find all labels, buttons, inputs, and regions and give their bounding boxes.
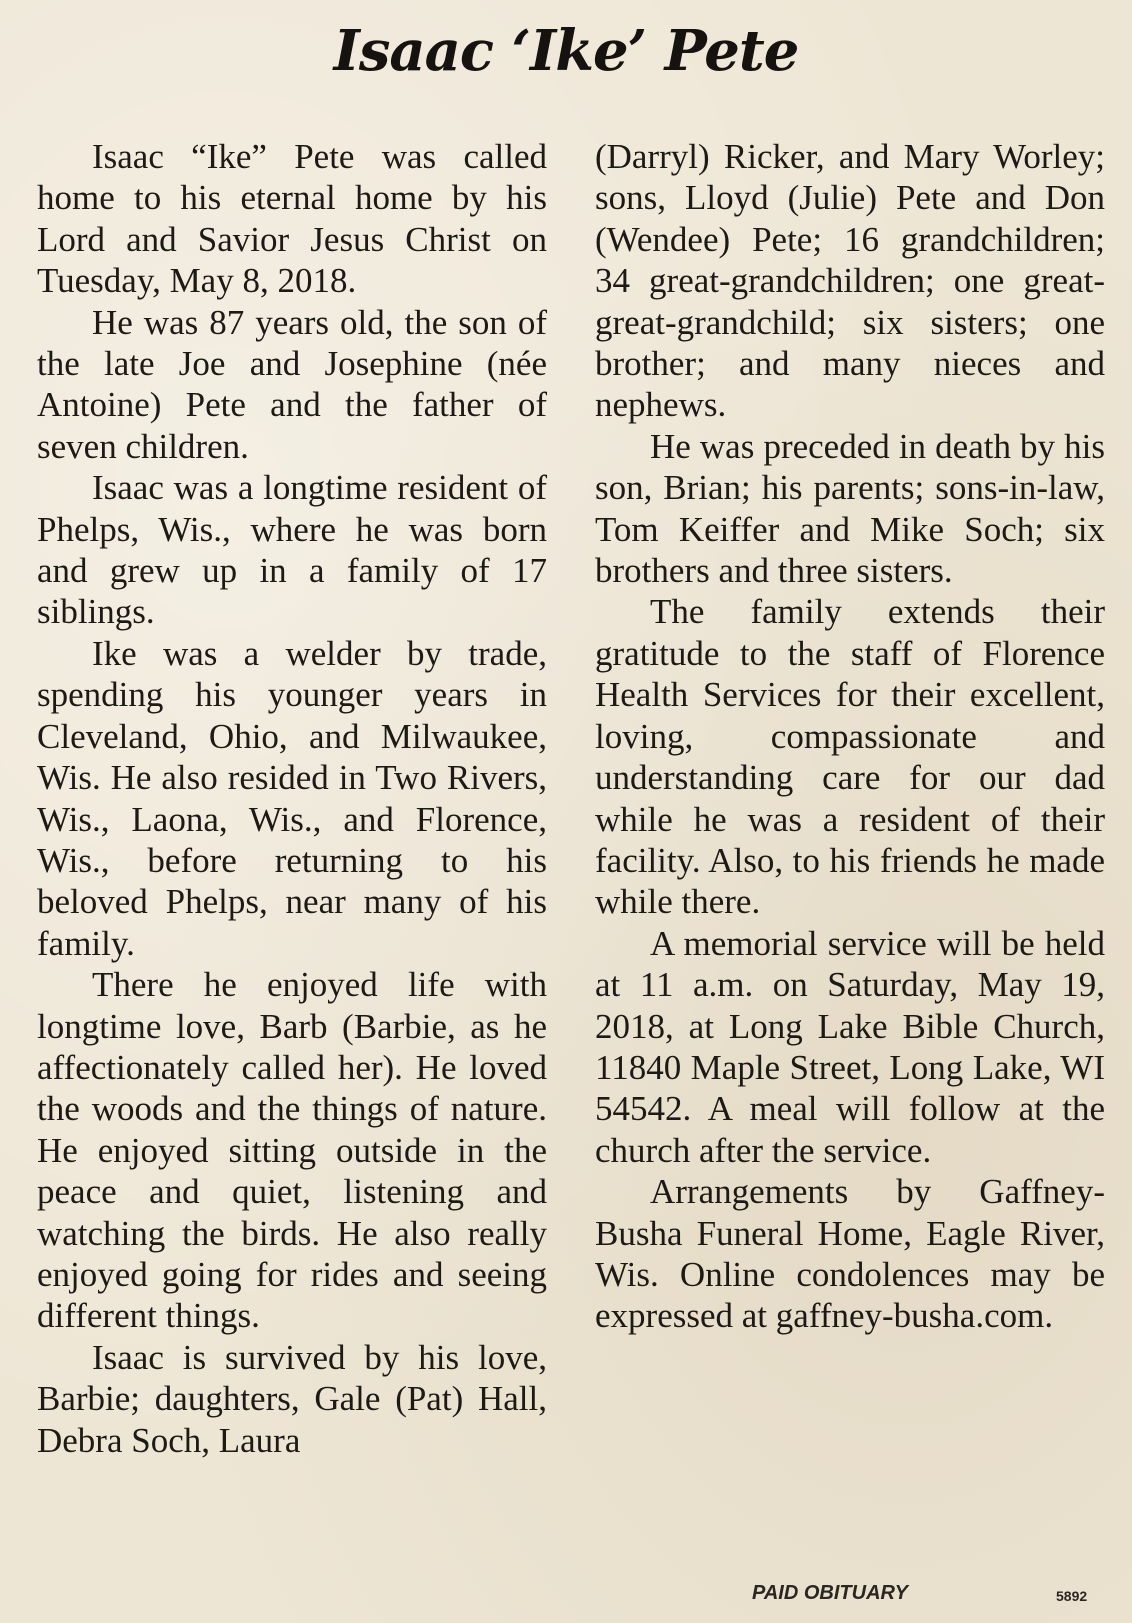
- paragraph-arrangements: Arrangements by Gaffney-Busha Funeral Home, Eagle River, Wis. Online condolences may be expressed at gaffney-busha.com.: [595, 1172, 1105, 1336]
- paragraph-memorial-service: A memorial service will be held at 11 a.m. on Saturday, May 19, 2018, at Long Lake Bible Church, 11840 Maple Street, Long Lake, WI 54542. A meal will follow at the church after the service.: [595, 923, 1105, 1170]
- paragraph-hobbies: There he enjoyed life with longtime love, Barb (Barbie, as he affectionately called her). He loved the woods and the things of nature. He enjoyed sitting outside in the peace and quiet, listening and watching the birds. He also really enjoyed going for rides and seeing different things.: [37, 965, 547, 1336]
- obituary-title: Isaac ‘Ike’ Pete: [333, 18, 799, 84]
- paragraph-career: Ike was a welder by trade, spending his younger years in Cleveland, Ohio, and Milwaukee, Wis. He also resided in Two Rivers, Wis., Laona, Wis., and Florence, Wis., before returning to his beloved Phelps, near many of his family.: [37, 633, 547, 963]
- paragraph-residence: Isaac was a longtime resident of Phelps, Wis., where he was born and grew up in a family of 17 siblings.: [37, 468, 547, 632]
- paragraph-survivors-continued: (Darryl) Ricker, and Mary Worley; sons, Lloyd (Julie) Pete and Don (Wendee) Pete; 16 grandchildren; 34 great-grandchildren; one great-great-grandchild; six sisters; one brother; and many nieces and nephews.: [595, 137, 1105, 425]
- paragraph-preceded-in-death: He was preceded in death by his son, Brian; his parents; sons-in-law, Tom Keiffer and Mike Soch; six brothers and three sisters.: [595, 426, 1105, 591]
- paragraph-calling-home: Isaac “Ike” Pete was called home to his eternal home by his Lord and Savior Jesus Christ on Tuesday, May 8, 2018.: [37, 137, 547, 301]
- paid-obituary-label: PAID OBITUARY: [752, 1582, 908, 1604]
- paragraph-age-family: He was 87 years old, the son of the late Joe and Josephine (née Antoine) Pete and the father of seven children.: [37, 302, 547, 466]
- paragraph-survivors-start: Isaac is survived by his love, Barbie; daughters, Gale (Pat) Hall, Debra Soch, Laura: [37, 1337, 547, 1460]
- right-column: [595, 136, 1105, 1337]
- paragraph-gratitude: The family extends their gratitude to the staff of Florence Health Services for their excellent, loving, compassionate and understanding care for our dad while he was a resident of their facility. Also, to his friends he made while there.: [595, 592, 1105, 922]
- ad-code: 5892: [1056, 1588, 1088, 1604]
- left-column: [37, 136, 547, 1461]
